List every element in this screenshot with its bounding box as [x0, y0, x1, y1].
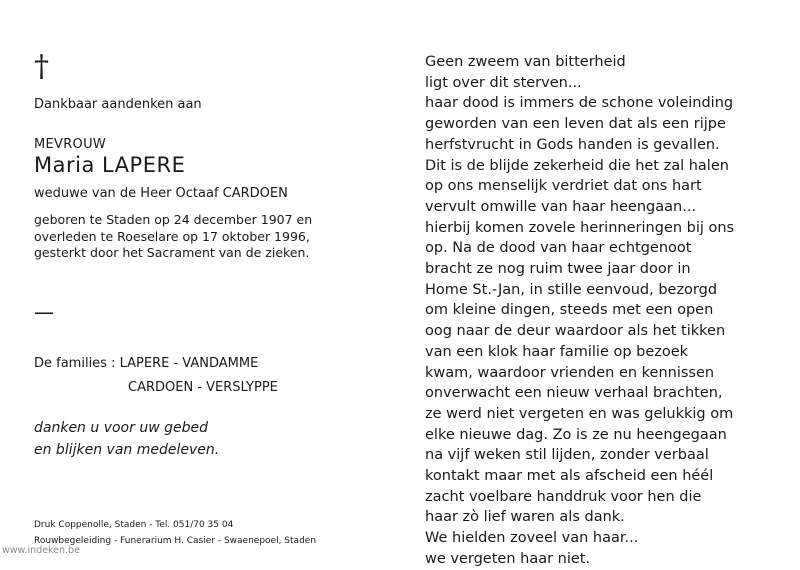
printer-line-2: Rouwbegeleiding - Funerarium H. Casier - Swaenepoel, Staden [34, 536, 317, 546]
poem-line: herfstvrucht in Gods handen is gevallen. [425, 136, 720, 153]
poem-line: onverwacht een nieuw verhaal brachten, [425, 385, 723, 402]
honorific: MEVROUW [34, 137, 107, 152]
watermark: www.indeken.be [2, 545, 80, 556]
poem-line: ze werd niet vergeten en was gelukkig om [425, 405, 734, 422]
printer-line-1: Druk Coppenolle, Staden - Tel. 051/70 35 04 [34, 520, 234, 530]
poem-line: na vijf weken stil lijden, zonder verbaal [425, 447, 709, 464]
poem-line: om kleine dingen, steeds met een open [425, 302, 714, 319]
deceased-name: Maria LAPERE [34, 153, 186, 177]
poem-line: oog naar de deur waardoor als het tikken [425, 323, 726, 340]
families-line-1: De families : LAPERE - VANDAMME [34, 356, 259, 371]
poem-line: kontakt maar met als afscheid een héél [425, 468, 714, 485]
closing-line: danken u voor uw gebed [34, 420, 208, 436]
widow-line: weduwe van de Heer Octaaf CARDOEN [34, 186, 288, 201]
poem-line: Home St.-Jan, in stille eenvoud, bezorgd [425, 281, 718, 298]
poem-line: hierbij komen zovele herinneringen bij ons [425, 219, 735, 236]
poem-line: vervult omwille van haar heengaan... [425, 198, 697, 215]
poem-line: Dit is de blijde zekerheid die het zal halen [425, 157, 729, 174]
poem-line: haar zò lief waren als dank. [425, 509, 625, 526]
poem-line: ligt over dit sterven... [425, 74, 582, 91]
separator-dash: — [34, 300, 54, 324]
poem-line: op. Na de dood van haar echtgenoot [425, 240, 692, 257]
birth-death-text [34, 212, 312, 262]
poem-line: we vergeten haar niet. [425, 550, 591, 567]
poem-line: bracht ze nog ruim twee jaar door in [425, 261, 691, 278]
closing-line: en blijken van medeleven. [34, 442, 220, 458]
birth-death-line: gesterkt door het Sacrament van de zieken. [34, 245, 310, 260]
poem-line: Geen zweem van bitterheid [425, 54, 626, 70]
birth-death-line: overleden te Roeselare op 17 oktober 1996, [34, 228, 310, 244]
poem-line: van een klok haar familie op bezoek [425, 343, 689, 360]
cross-icon: † [34, 49, 49, 84]
poem-line: elke nieuwe dag. Zo is ze nu heengegaan [425, 426, 727, 443]
poem [425, 52, 734, 570]
poem-line: zacht voelbare handdruk voor hen die [425, 488, 702, 505]
closing-thanks [34, 417, 219, 461]
poem-line: geworden van een leven dat als een rijpe [425, 116, 726, 133]
families [34, 352, 278, 400]
birth-death-line: geboren te Staden op 24 december 1907 en [34, 212, 313, 227]
remembrance-heading: Dankbaar aandenken aan [34, 97, 202, 112]
poem-line: kwam, waardoor vrienden en kennissen [425, 364, 715, 381]
poem-line: haar dood is immers de schone voleinding [425, 95, 734, 112]
poem-line: We hielden zoveel van haar... [425, 530, 639, 547]
poem-line: op ons menselijk verdriet dat ons hart [425, 178, 702, 195]
families-line-2: CARDOEN - VERSLYPPE [128, 380, 278, 395]
